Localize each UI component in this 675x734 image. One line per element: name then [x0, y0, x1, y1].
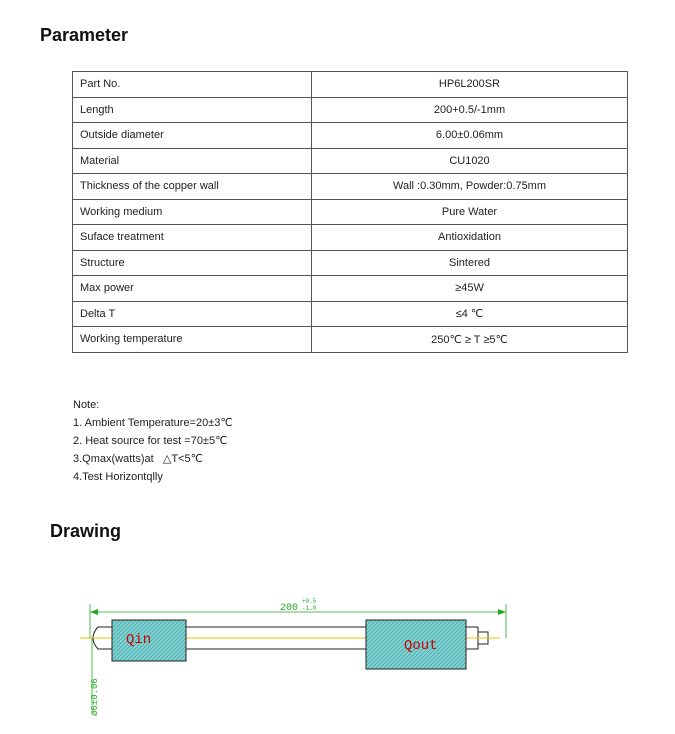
param-value: Antioxidation: [312, 225, 628, 251]
param-label: Outside diameter: [73, 123, 312, 149]
qin-block: [112, 620, 186, 661]
param-label: Working medium: [73, 199, 312, 225]
param-value: 250℃ ≥ T ≥5℃: [312, 327, 628, 353]
parameter-table: [72, 71, 628, 353]
param-label: Material: [73, 148, 312, 174]
param-label: Suface treatment: [73, 225, 312, 251]
param-row: [73, 97, 628, 123]
param-value: 200+0.5/-1mm: [312, 97, 628, 123]
notes-block: [73, 396, 233, 486]
param-value: Sintered: [312, 250, 628, 276]
param-label: Max power: [73, 276, 312, 302]
param-row: [73, 199, 628, 225]
param-value: HP6L200SR: [312, 72, 628, 98]
param-label: Working temperature: [73, 327, 312, 353]
param-label: Structure: [73, 250, 312, 276]
param-value: ≥45W: [312, 276, 628, 302]
notes-title: Note:: [73, 399, 100, 411]
length-tolerance-upper: +0.5: [302, 598, 317, 605]
length-tolerance-lower: -1.0: [302, 605, 317, 612]
param-label: Delta T: [73, 301, 312, 327]
heat-pipe-drawing: [80, 592, 520, 722]
note-item-4: 4.Test Horizontqlly: [73, 471, 163, 483]
param-row: [73, 225, 628, 251]
param-value: ≤4 ℃: [312, 301, 628, 327]
qin-label: Qin: [126, 632, 152, 648]
qout-block: [366, 620, 466, 669]
drawing-heading: Drawing: [50, 521, 122, 541]
diameter-dimension: [90, 638, 100, 716]
qout-label: Qout: [404, 638, 438, 654]
param-row: [73, 327, 628, 353]
param-value: 6.00±0.06mm: [312, 123, 628, 149]
note-item-2: 2. Heat source for test =70±5℃: [73, 435, 228, 447]
param-label: Length: [73, 97, 312, 123]
param-label: Thickness of the copper wall: [73, 174, 312, 200]
param-row: [73, 250, 628, 276]
param-row: [73, 123, 628, 149]
param-value: CU1020: [312, 148, 628, 174]
param-row: [73, 301, 628, 327]
diameter-dimension-value: ø6±0.06: [90, 678, 100, 716]
param-value: Pure Water: [312, 199, 628, 225]
param-row: [73, 148, 628, 174]
param-row: [73, 72, 628, 98]
param-row: [73, 276, 628, 302]
param-value: Wall :0.30mm, Powder:0.75mm: [312, 174, 628, 200]
note-item-1: 1. Ambient Temperature=20±3℃: [73, 417, 233, 429]
parameter-heading: Parameter: [40, 25, 129, 45]
length-dimension-value: 200: [280, 603, 299, 614]
note-item-3: 3.Qmax(watts)at △T<5℃: [73, 453, 203, 465]
param-row: [73, 174, 628, 200]
param-label: Part No.: [73, 72, 312, 98]
